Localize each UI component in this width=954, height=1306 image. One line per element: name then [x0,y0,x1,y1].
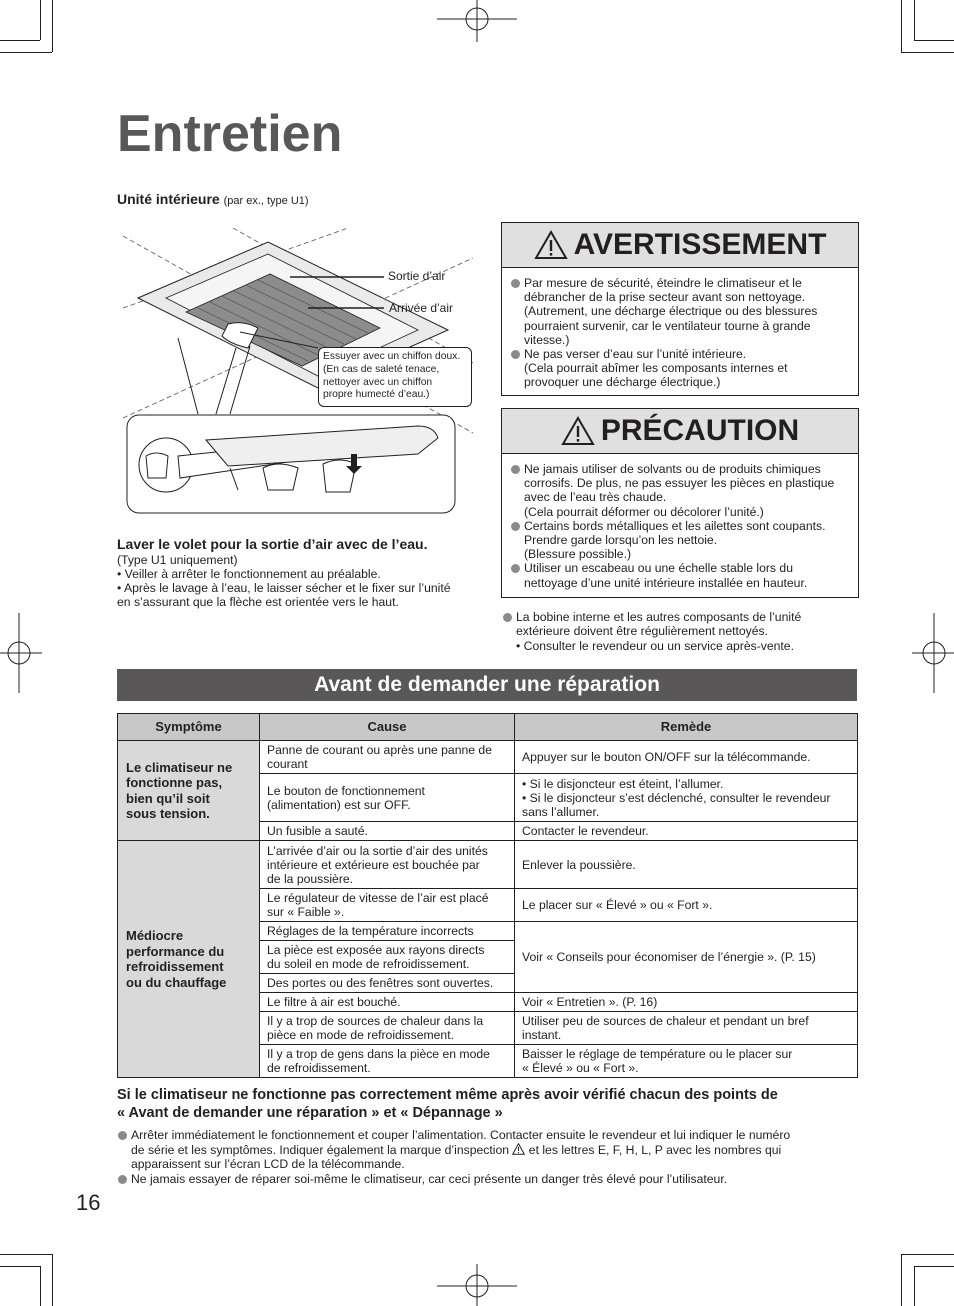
cause-cell: Panne de courant ou après une panne de courant [260,741,515,774]
cause-cell: Il y a trop de sources de chaleur dans la pièce en mode de refroidissement. [260,1012,515,1045]
registration-mark [437,1264,517,1306]
outdoor-note [502,610,858,653]
bottom-heading: Si le climatiseur ne fonctionne pas correctement même après avoir vérifié chacun des points de « Avant de demander une réparation » et « Dépannage » [117,1087,778,1121]
crop-mark [901,1254,954,1255]
inspection-mark-icon [512,1143,525,1155]
column-header-symptom: Symptôme [118,714,260,741]
indoor-unit-label [117,191,309,207]
crop-mark [40,1266,41,1306]
crop-mark [901,1254,902,1306]
bottom-item [117,1128,857,1172]
cause-cell: Il y a trop de gens dans la pièce en mode de refroidissement. [260,1045,515,1078]
remedy-cell: • Si le disjoncteur est éteint, l’allumer. • Si le disjoncteur s’est déclenché, consulter le revendeur sans l’allumer. [515,774,858,822]
caution-item: Utiliser un escabeau ou une échelle stable lors du nettoyage d’une unité intérieure installée en hauteur. [510,561,850,589]
bottom-item: Ne jamais essayer de réparer soi-même le climatiseur, car ceci présente un danger très élevé pour l’utilisateur. [117,1172,857,1187]
caution-list [502,454,858,596]
louver-bullet: • Veiller à arrêter le fonctionnement au préalable. [117,567,381,581]
registration-mark [0,613,42,693]
outdoor-note-sub: • Consulter le revendeur ou un service après-vente. [516,638,794,653]
bottom-item-text: et les lettres E, F, H, L, P avec les nombres qui apparaissent sur l’écran LCD de la télécommande. [131,1142,782,1171]
louver-note: (Type U1 uniquement) [117,553,238,567]
remedy-cell: Le placer sur « Élevé » ou « Fort ». [515,889,858,922]
crop-mark [901,52,954,53]
caution-item: Ne jamais utiliser de solvants ou de produits chimiques corrosifs. De plus, ne pas essuyer les pièces en plastique avec de l’eau très chaude. (Cela pourrait déformer ou décolorer l’unité.) [510,462,850,519]
crop-mark [914,1266,915,1306]
crop-mark [52,0,53,52]
crop-mark [52,1254,53,1306]
callout-air-inlet: Arrivée d’air [389,301,454,315]
caution-item: Certains bords métalliques et les ailettes sont coupants. Prendre garde lorsqu’on les nettoie. (Blessure possible.) [510,519,850,562]
remedy-cell: Appuyer sur le bouton ON/OFF sur la télécommande. [515,741,858,774]
callout-wipe-instruction: Essuyer avec un chiffon doux. (En cas de saleté tenace, nettoyer avec un chiffon propre humecté d’eau.) [318,347,472,407]
warning-item: Ne pas verser d’eau sur l’unité intérieure. (Cela pourrait abîmer les composants internes et provoquer une décharge électrique.) [510,347,850,390]
caution-title: PRÉCAUTION [600,414,800,447]
cause-cell: Réglages de la température incorrects [260,922,515,941]
registration-mark [912,613,954,693]
warning-title: AVERTISSEMENT [573,228,827,261]
cause-cell: Le bouton de fonctionnement (alimentation) est sur OFF. [260,774,515,822]
cause-cell: La pièce est exposée aux rayons directs du soleil en mode de refroidissement. [260,941,515,974]
warning-item: Par mesure de sécurité, éteindre le climatiseur et le débrancher de la prise secteur avant son nettoyage. (Autrement, une décharge électrique ou des blessures pourraient survenir, car le ventilateur tourne à grande vitesse.) [510,276,850,347]
crop-mark [901,0,902,52]
bottom-list [117,1128,857,1186]
crop-mark [0,52,52,53]
page-number: 16 [76,1190,101,1215]
registration-mark [437,0,517,42]
cause-cell: Le régulateur de vitesse de l’air est placé sur « Faible ». [260,889,515,922]
troubleshooting-table [117,713,858,1078]
cause-cell: Le filtre à air est bouché. [260,993,515,1012]
indoor-unit-label-note: (par ex., type U1) [223,195,309,207]
repair-banner: Avant de demander une réparation [117,669,857,701]
table-header-row [118,714,858,741]
cause-cell: Un fusible a sauté. [260,822,515,841]
crop-mark [40,0,41,40]
warning-list [502,268,858,396]
remedy-cell: Voir « Entretien ». (P. 16) [515,993,858,1012]
column-header-cause: Cause [260,714,515,741]
remedy-cell: Utiliser peu de sources de chaleur et pendant un bref instant. [515,1012,858,1045]
indoor-unit-label-bold: Unité intérieure [117,191,220,207]
crop-mark [914,40,954,41]
remedy-cell: Baisser le réglage de température ou le placer sur « Élevé » ou « Fort ». [515,1045,858,1078]
warning-triangle-icon [534,230,568,260]
warning-header [502,223,858,268]
cause-cell: Des portes ou des fenêtres sont ouvertes. [260,974,515,993]
outdoor-note-text: La bobine interne et les autres composants de l’unité extérieure doivent être régulièrement nettoyés. [502,610,858,639]
callout-air-outlet: Sortie d’air [388,269,446,283]
remedy-cell: Voir « Conseils pour économiser de l’énergie ». (P. 15) [515,922,858,993]
remedy-cell: Contacter le revendeur. [515,822,858,841]
bottom-item-text: Arrêter immédiatement le fonctionnement et couper l’alimentation. Contacter ensuite le revendeur et lui indiquer le numéro de série et les symptômes. Indiquer également la marque d’inspection [131,1128,791,1157]
louver-heading: Laver le volet pour la sortie d’air avec de l’eau. [117,536,428,552]
crop-mark [0,1254,52,1255]
louver-bullet: • Après le lavage à l’eau, le laisser sécher et le fixer sur l’unité en s’assurant que la flèche est orientée vers le haut. [117,581,451,610]
table-row [118,741,858,774]
symptom-cell: Le climatiseur ne fonctionne pas, bien qu’il soit sous tension. [118,741,260,841]
table-row [118,841,858,889]
page-title: Entretien [117,105,343,163]
caution-triangle-icon [561,416,595,446]
crop-mark [914,1266,954,1267]
caution-box [501,408,859,598]
crop-mark [914,0,915,40]
column-header-remedy: Remède [515,714,858,741]
caution-header [502,409,858,454]
crop-mark [0,40,40,41]
crop-mark [0,1266,40,1267]
cause-cell: L’arrivée d’air ou la sortie d’air des unités intérieure et extérieure est bouchée par de la poussière. [260,841,515,889]
remedy-cell: Enlever la poussière. [515,841,858,889]
warning-box [501,222,859,396]
symptom-cell: Médiocre performance du refroidissement ou du chauffage [118,841,260,1078]
